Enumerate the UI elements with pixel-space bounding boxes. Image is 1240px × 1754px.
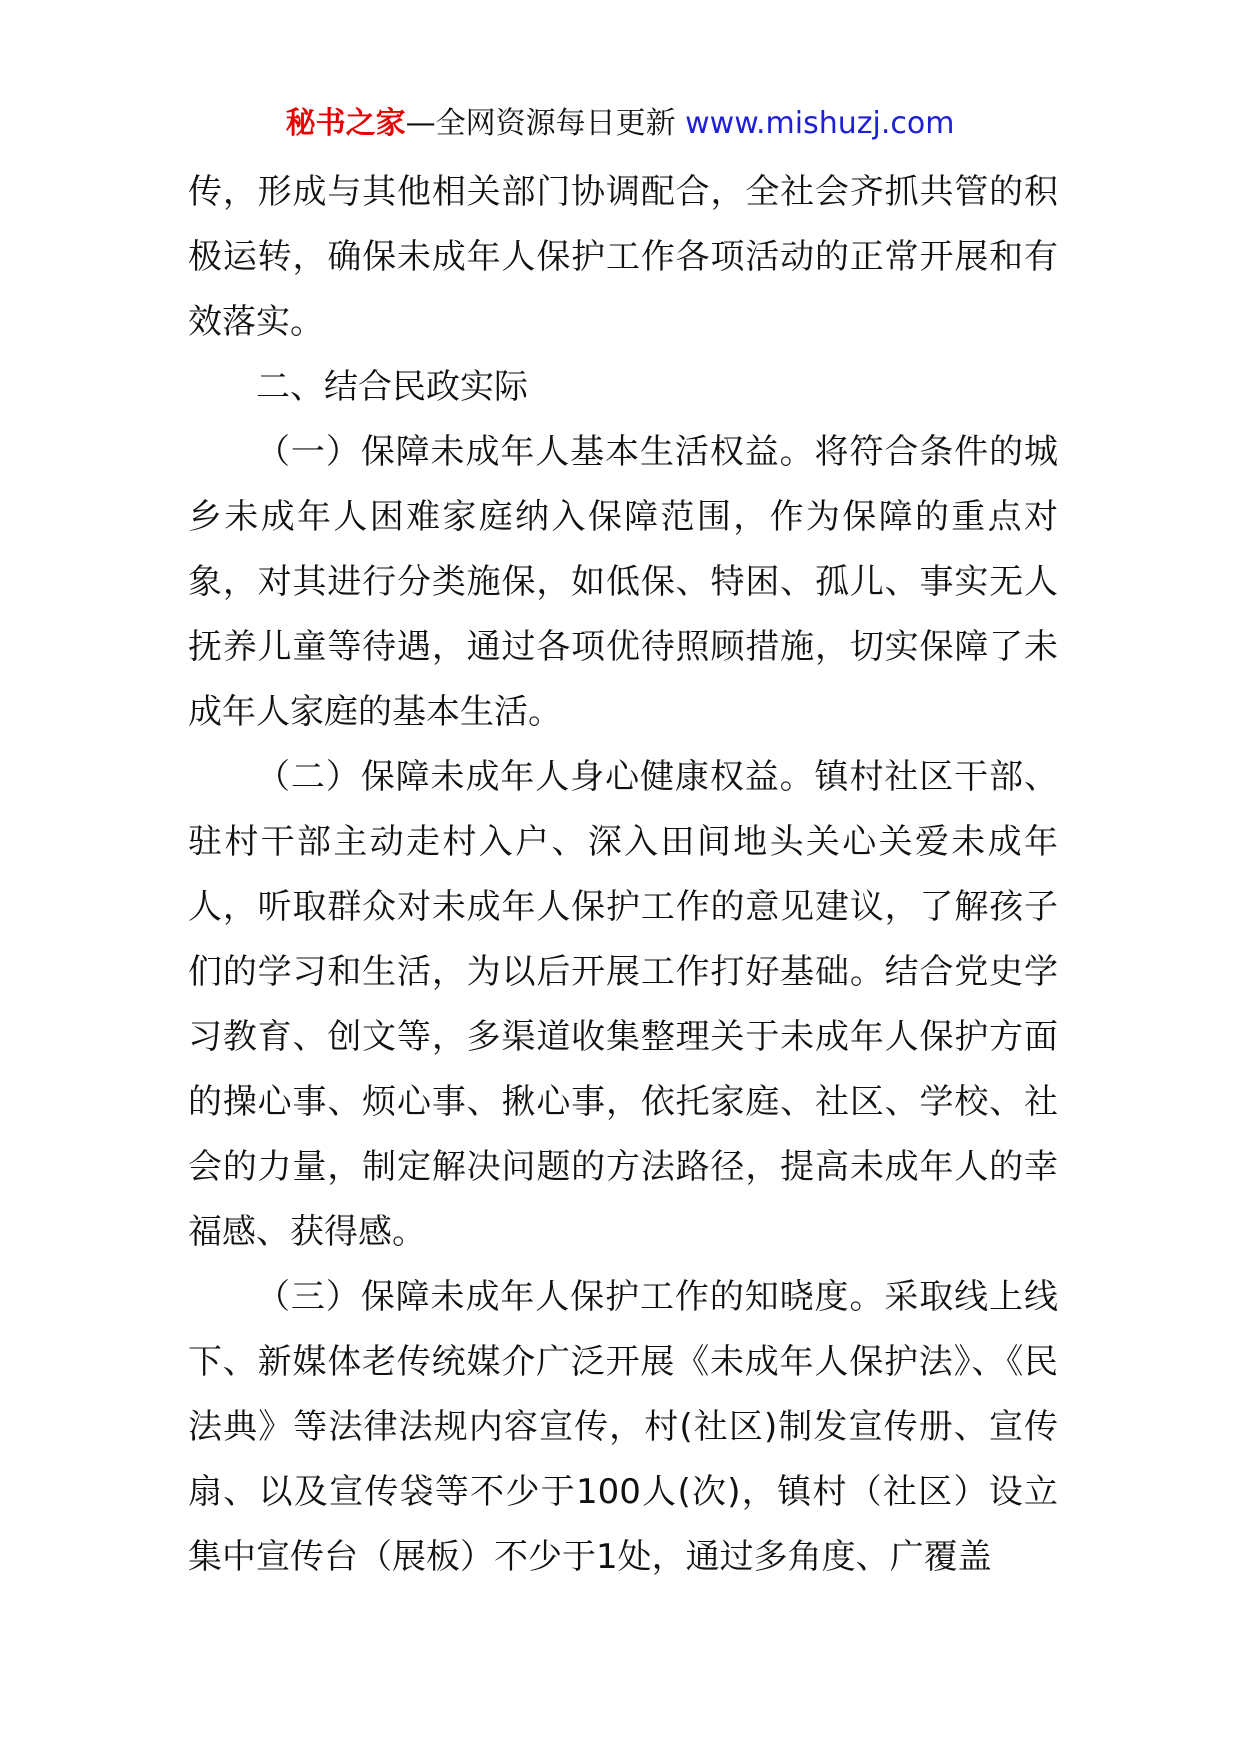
site-brand: 秘书之家 bbox=[285, 106, 406, 141]
paragraph-continuation: 传，形成与其他相关部门协调配合，全社会齐抓共管的积极运转，确保未成年人保护工作各项活动的正常开展和有效落实。 bbox=[188, 172, 1058, 342]
document-body bbox=[188, 160, 1058, 1590]
paragraph-basic-living: （一）保障未成年人基本生活权益。将符合条件的城乡未成年人困难家庭纳入保障范围，作为保障的重点对象，对其进行分类施保，如低保、特困、孤儿、事实无人抚养儿童等待遇，通过各项优待照顾措施，切实保障了未成年人家庭的基本生活。 bbox=[188, 432, 1058, 732]
paragraph-health-rights: （二）保障未成年人身心健康权益。镇村社区干部、驻村干部主动走村入户、深入田间地头关心关爱未成年人，听取群众对未成年人保护工作的意见建议，了解孩子们的学习和生活，为以后开展工作打好基础。结合党史学习教育、创文等，多渠道收集整理关于未成年人保护方面的操心事、烦心事、揪心事，依托家庭、社区、学校、社会的力量，制定解决问题的方法路径，提高未成年人的幸福感、获得感。 bbox=[188, 757, 1058, 1252]
site-url-link[interactable]: www.mishuzj.com bbox=[685, 106, 955, 141]
paragraph-awareness: （三）保障未成年人保护工作的知晓度。采取线上线下、新媒体老传统媒介广泛开展《未成年人保护法》、《民法典》等法律法规内容宣传，村(社区)制发宣传册、宣传扇、以及宣传袋等不少于100人(次)，镇村（社区）设立集中宣传台（展板）不少于1处，通过多角度、广覆盖 bbox=[188, 1277, 1058, 1577]
site-tagline: —全网资源每日更新 bbox=[405, 106, 686, 141]
site-header bbox=[0, 102, 1240, 146]
section-heading: 二、结合民政实际 bbox=[256, 367, 528, 407]
